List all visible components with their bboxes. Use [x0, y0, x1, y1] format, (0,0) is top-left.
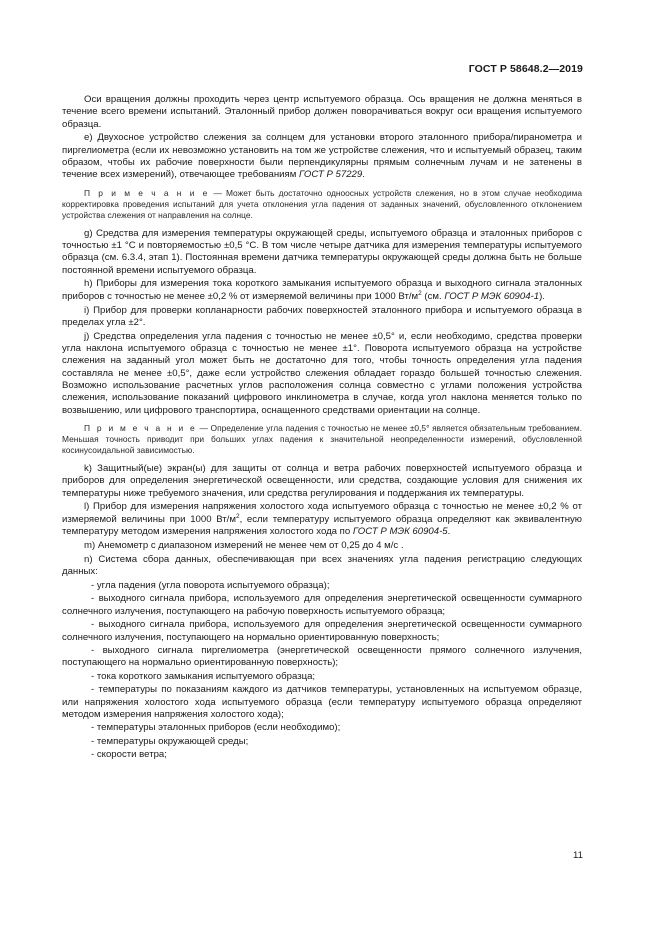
note-label: П р и м е ч а н и е	[84, 422, 197, 433]
list-item: - выходного сигнала прибора, используемого для определения энергетической освещенности суммарного солнечного излучения, поступающего на рабочую поверхность испытуемого образца;	[62, 593, 582, 617]
standard-reference: ГОСТ Р МЭК 60904-1	[444, 290, 540, 302]
note-1	[62, 188, 582, 221]
document-body	[62, 94, 582, 763]
list-item: - выходного сигнала прибора, используемого для определения энергетической освещенности суммарного солнечного излучения, поступающего на нормально ориентированную поверхность;	[62, 619, 582, 643]
note-label: П р и м е ч а н и е	[84, 187, 210, 198]
paragraph-i: i) Прибор для проверки копланарности рабочих поверхностей эталонного прибора и испытуемого образца в пределах угла ±2°.	[62, 304, 582, 328]
list-item: - температуры эталонных приборов (если необходимо);	[91, 722, 341, 734]
note-text: — Определение угла падения с точностью не менее ±0,5° является обязательным требованием. Меньшая точность приводит при больших углах падения к значительной неопределенности измерений, обусловленной косинусоидальной зависимостью.	[62, 422, 582, 455]
paragraph-m: m) Анемометр с диапазоном измерений не менее чем от 0,25 до 4 м/с .	[84, 539, 404, 551]
standard-reference: ГОСТ Р 57229	[298, 169, 363, 181]
list-item: - температуры окружающей среды;	[91, 735, 249, 747]
paragraph-l-end: .	[447, 525, 451, 537]
page-number: 11	[573, 850, 583, 861]
standard-header: ГОСТ Р 58648.2—2019	[468, 63, 583, 75]
list-item: - тока короткого замыкания испытуемого образца;	[91, 670, 316, 682]
paragraph-e	[62, 132, 582, 181]
paragraph-k: k) Защитный(ые) экран(ы) для защиты от солнца и ветра рабочих поверхностей испытуемого образца и приборов для определения энергетической освещенности, или средства, создающие условия для снижения их температуры ниже требуемого значения, или средства регулирования и поддержания их температуры.	[62, 462, 582, 499]
paragraph-j: j) Средства определения угла падения с точностью не менее ±0,5° и, если необходимо, средства проверки угла наклона испытуемого образца с точностью не менее ±1°. Поворота испытуемого образца на устройстве слежения на заданный угол может быть не достаточно для того, чтобы точность определения угла падения составляла не менее ±0,5°, даже если устройство слежения обладает гораздо большей точностью слежения. Возможно использование расчетных углов расположения солнца совместно с углами положения устройства слежения, использование показаний цифрового инклинометра в случае, когда угол наклона меняется только по возвышению, или цифрового транспортира, оснащенного средствами ориентации на солнце.	[62, 330, 582, 416]
paragraph-h-text: h) Приборы для измерения тока короткого замыкания испытуемого образца и выходного сигнала эталонных приборов с точностью не менее ±0,2 % от измеряемой величины при 1000 Вт/м	[62, 278, 582, 302]
paragraph-e-end: .	[362, 169, 365, 181]
paragraph-h-end: ).	[539, 290, 545, 302]
paragraph-h	[62, 278, 582, 303]
paragraph-g: g) Средства для измерения температуры окружающей среды, испытуемого образца и эталонных приборов с точностью ±1 °С и повторяемостью ±0,5 °С. В том числе четыре датчика для измерения температуры испытуемого образца (см. 6.3.4, этап 1). Постоянная времени датчика температуры окружающей среды должна быть не больше постоянной времени испытуемого образца.	[62, 227, 582, 276]
note-text: — Может быть достаточно одноосных устройств слежения, но в этом случае необходима корректировка проведения испытаний для учета отклонения угла падения от заданных значений, обусловленного отклонением устройства слежения от направления на солнце.	[62, 187, 582, 220]
list-item: - температуры по показаниям каждого из датчиков температуры, установленных на испытуемом образце, или напряжения холостого хода испытуемого образца (если температуру испытуемого образца определяют методом измерения напряжения холостого хода);	[62, 684, 582, 720]
paragraph-n: n) Система сбора данных, обеспечивающая при всех значениях угла падения регистрацию следующих данных:	[62, 553, 582, 578]
paragraph-e-text: е) Двухосное устройство слежения за солнцем для установки второго эталонного прибора/пиранометра и пиргелиометра (если их невозможно установить на том же устройстве слежения, что и испытуемый образец, таким образом, чтобы их рабочие поверхности были перпендикулярны прямым солнечным лучам и не затенены в течение всех измерений), отвечающее требованиям	[62, 132, 582, 181]
superscript: 2	[418, 289, 422, 297]
paragraph-h-mid: (см.	[421, 290, 445, 302]
paragraph-l-text: l) Прибор для измерения напряжения холостого хода испытуемого образца с точностью не менее ±0,2 % от измеряемой величины при 1000 Вт/м	[62, 501, 582, 525]
standard-reference: ГОСТ Р МЭК 60904-5	[352, 525, 448, 537]
list-item: - выходного сигнала пиргелиометра (энергетической освещенности прямого солнечного излучения, поступающего на нормально ориентированную поверхность);	[62, 645, 582, 669]
superscript: 2	[235, 512, 240, 520]
paragraph-l	[62, 501, 582, 538]
paragraph-l-mid: , если температуру испытуемого образца определяют как эквивалентную температуру методом измерения напряжения холостого хода по	[62, 513, 582, 537]
list-item: - скорости ветра;	[91, 749, 167, 761]
note-2	[62, 423, 582, 456]
paragraph-axis: Оси вращения должны проходить через центр испытуемого образца. Ось вращения не должна меняться в течение всего времени испытаний. Эталонный прибор должен поворачиваться вокруг оси вращения испытуемого образца.	[62, 94, 582, 130]
list-item: - угла падения (угла поворота испытуемого образца);	[91, 579, 330, 591]
